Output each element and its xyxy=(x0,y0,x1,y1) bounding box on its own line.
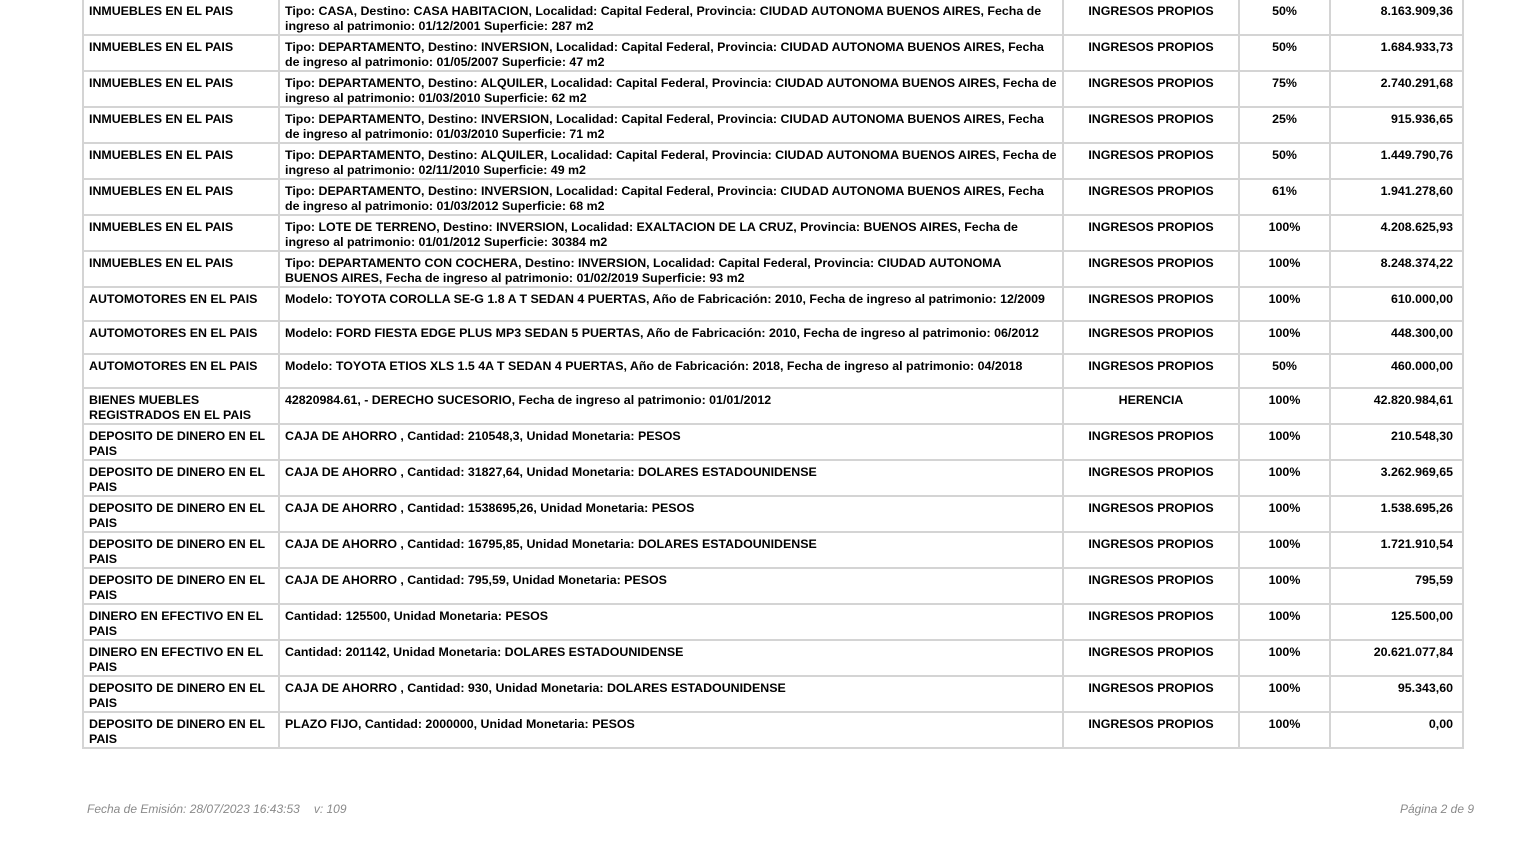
table-row xyxy=(82,569,1464,605)
asset-origin-cell: INGRESOS PROPIOS xyxy=(1064,569,1240,605)
asset-origin-cell: INGRESOS PROPIOS xyxy=(1064,641,1240,677)
asset-type-cell: INMUEBLES EN EL PAIS xyxy=(82,72,280,108)
asset-type-cell: DINERO EN EFECTIVO EN EL PAIS xyxy=(82,641,280,677)
footer-page-number: Página 2 de 9 xyxy=(1399,802,1474,816)
asset-amount-cell: 610.000,00 xyxy=(1331,288,1464,322)
table-row xyxy=(82,72,1464,108)
asset-percentage-cell: 50% xyxy=(1240,36,1331,72)
asset-percentage-cell: 100% xyxy=(1240,461,1331,497)
table-row xyxy=(82,605,1464,641)
asset-description-cell: Modelo: FORD FIESTA EDGE PLUS MP3 SEDAN 5 PUERTAS, Año de Fabricación: 2010, Fecha de ingreso al patrimonio: 06/2012 xyxy=(280,322,1064,356)
table-row xyxy=(82,425,1464,461)
footer-emission-date: Fecha de Emisión: 28/07/2023 16:43:53 xyxy=(87,802,300,816)
asset-percentage-cell: 50% xyxy=(1240,355,1331,389)
table-row xyxy=(82,641,1464,677)
table-row xyxy=(82,216,1464,252)
table-row xyxy=(82,533,1464,569)
asset-description-cell: CAJA DE AHORRO , Cantidad: 16795,85, Unidad Monetaria: DOLARES ESTADOUNIDENSE xyxy=(280,533,1064,569)
asset-origin-cell: INGRESOS PROPIOS xyxy=(1064,322,1240,356)
asset-type-cell: BIENES MUEBLES REGISTRADOS EN EL PAIS xyxy=(82,389,280,425)
table-row xyxy=(82,389,1464,425)
asset-type-cell: DEPOSITO DE DINERO EN EL PAIS xyxy=(82,425,280,461)
asset-origin-cell: INGRESOS PROPIOS xyxy=(1064,144,1240,180)
asset-percentage-cell: 61% xyxy=(1240,180,1331,216)
asset-percentage-cell: 100% xyxy=(1240,641,1331,677)
asset-percentage-cell: 100% xyxy=(1240,288,1331,322)
table-row xyxy=(82,0,1464,36)
asset-origin-cell: INGRESOS PROPIOS xyxy=(1064,497,1240,533)
asset-description-cell: Tipo: CASA, Destino: CASA HABITACION, Localidad: Capital Federal, Provincia: CIUDAD AUTONOMA BUENOS AIRES, Fecha de ingreso al patrimonio: 01/12/2001 Superficie: 287 m2 xyxy=(280,0,1064,36)
asset-description-cell: Modelo: TOYOTA ETIOS XLS 1.5 4A T SEDAN 4 PUERTAS, Año de Fabricación: 2018, Fecha de ingreso al patrimonio: 04/2018 xyxy=(280,355,1064,389)
asset-amount-cell: 8.248.374,22 xyxy=(1331,252,1464,288)
asset-origin-cell: INGRESOS PROPIOS xyxy=(1064,355,1240,389)
table-row xyxy=(82,355,1464,389)
asset-type-cell: DEPOSITO DE DINERO EN EL PAIS xyxy=(82,569,280,605)
asset-type-cell: INMUEBLES EN EL PAIS xyxy=(82,252,280,288)
asset-origin-cell: INGRESOS PROPIOS xyxy=(1064,713,1240,749)
asset-origin-cell: INGRESOS PROPIOS xyxy=(1064,108,1240,144)
footer-version: v: 109 xyxy=(313,802,347,816)
asset-type-cell: DEPOSITO DE DINERO EN EL PAIS xyxy=(82,461,280,497)
asset-description-cell: Tipo: DEPARTAMENTO, Destino: ALQUILER, Localidad: Capital Federal, Provincia: CIUDAD AUTONOMA BUENOS AIRES, Fecha de ingreso al patrimonio: 01/03/2010 Superficie: 62 m2 xyxy=(280,72,1064,108)
asset-percentage-cell: 100% xyxy=(1240,569,1331,605)
asset-description-cell: Tipo: DEPARTAMENTO CON COCHERA, Destino: INVERSION, Localidad: Capital Federal, Provincia: CIUDAD AUTONOMA BUENOS AIRES, Fecha de ingreso al patrimonio: 01/02/2019 Superficie: 93 m2 xyxy=(280,252,1064,288)
asset-amount-cell: 42.820.984,61 xyxy=(1331,389,1464,425)
asset-amount-cell: 0,00 xyxy=(1331,713,1464,749)
asset-description-cell: CAJA DE AHORRO , Cantidad: 1538695,26, Unidad Monetaria: PESOS xyxy=(280,497,1064,533)
assets-table xyxy=(82,0,1464,749)
asset-type-cell: AUTOMOTORES EN EL PAIS xyxy=(82,288,280,322)
asset-amount-cell: 3.262.969,65 xyxy=(1331,461,1464,497)
asset-origin-cell: INGRESOS PROPIOS xyxy=(1064,216,1240,252)
table-row xyxy=(82,677,1464,713)
asset-amount-cell: 1.941.278,60 xyxy=(1331,180,1464,216)
asset-type-cell: DINERO EN EFECTIVO EN EL PAIS xyxy=(82,605,280,641)
asset-amount-cell: 1.538.695,26 xyxy=(1331,497,1464,533)
asset-type-cell: DEPOSITO DE DINERO EN EL PAIS xyxy=(82,677,280,713)
asset-description-cell: CAJA DE AHORRO , Cantidad: 930, Unidad Monetaria: DOLARES ESTADOUNIDENSE xyxy=(280,677,1064,713)
table-row xyxy=(82,322,1464,356)
asset-amount-cell: 915.936,65 xyxy=(1331,108,1464,144)
asset-origin-cell: INGRESOS PROPIOS xyxy=(1064,252,1240,288)
asset-amount-cell: 95.343,60 xyxy=(1331,677,1464,713)
asset-percentage-cell: 100% xyxy=(1240,605,1331,641)
asset-origin-cell: HERENCIA xyxy=(1064,389,1240,425)
asset-percentage-cell: 100% xyxy=(1240,252,1331,288)
table-row xyxy=(82,252,1464,288)
asset-description-cell: Tipo: DEPARTAMENTO, Destino: ALQUILER, Localidad: Capital Federal, Provincia: CIUDAD AUTONOMA BUENOS AIRES, Fecha de ingreso al patrimonio: 02/11/2010 Superficie: 49 m2 xyxy=(280,144,1064,180)
asset-description-cell: CAJA DE AHORRO , Cantidad: 210548,3, Unidad Monetaria: PESOS xyxy=(280,425,1064,461)
asset-amount-cell: 8.163.909,36 xyxy=(1331,0,1464,36)
table-row xyxy=(82,36,1464,72)
asset-description-cell: Cantidad: 125500, Unidad Monetaria: PESOS xyxy=(280,605,1064,641)
asset-percentage-cell: 100% xyxy=(1240,677,1331,713)
asset-amount-cell: 460.000,00 xyxy=(1331,355,1464,389)
asset-amount-cell: 2.740.291,68 xyxy=(1331,72,1464,108)
asset-amount-cell: 1.449.790,76 xyxy=(1331,144,1464,180)
asset-percentage-cell: 50% xyxy=(1240,144,1331,180)
asset-percentage-cell: 50% xyxy=(1240,0,1331,36)
asset-percentage-cell: 100% xyxy=(1240,713,1331,749)
asset-origin-cell: INGRESOS PROPIOS xyxy=(1064,0,1240,36)
asset-description-cell: CAJA DE AHORRO , Cantidad: 31827,64, Unidad Monetaria: DOLARES ESTADOUNIDENSE xyxy=(280,461,1064,497)
asset-description-cell: Tipo: DEPARTAMENTO, Destino: INVERSION, Localidad: Capital Federal, Provincia: CIUDAD AUTONOMA BUENOS AIRES, Fecha de ingreso al patrimonio: 01/03/2012 Superficie: 68 m2 xyxy=(280,180,1064,216)
asset-origin-cell: INGRESOS PROPIOS xyxy=(1064,605,1240,641)
asset-amount-cell: 448.300,00 xyxy=(1331,322,1464,356)
table-row xyxy=(82,461,1464,497)
asset-amount-cell: 4.208.625,93 xyxy=(1331,216,1464,252)
asset-amount-cell: 210.548,30 xyxy=(1331,425,1464,461)
asset-origin-cell: INGRESOS PROPIOS xyxy=(1064,36,1240,72)
asset-type-cell: DEPOSITO DE DINERO EN EL PAIS xyxy=(82,497,280,533)
asset-type-cell: INMUEBLES EN EL PAIS xyxy=(82,36,280,72)
asset-type-cell: INMUEBLES EN EL PAIS xyxy=(82,0,280,36)
asset-description-cell: 42820984.61, - DERECHO SUCESORIO, Fecha de ingreso al patrimonio: 01/01/2012 xyxy=(280,389,1064,425)
asset-type-cell: DEPOSITO DE DINERO EN EL PAIS xyxy=(82,533,280,569)
table-row xyxy=(82,108,1464,144)
asset-origin-cell: INGRESOS PROPIOS xyxy=(1064,180,1240,216)
asset-type-cell: INMUEBLES EN EL PAIS xyxy=(82,180,280,216)
asset-origin-cell: INGRESOS PROPIOS xyxy=(1064,425,1240,461)
footer-issue-info xyxy=(87,802,347,816)
asset-percentage-cell: 100% xyxy=(1240,533,1331,569)
asset-description-cell: Cantidad: 201142, Unidad Monetaria: DOLARES ESTADOUNIDENSE xyxy=(280,641,1064,677)
asset-amount-cell: 1.684.933,73 xyxy=(1331,36,1464,72)
asset-description-cell: Tipo: LOTE DE TERRENO, Destino: INVERSION, Localidad: EXALTACION DE LA CRUZ, Provincia: BUENOS AIRES, Fecha de ingreso al patrimonio: 01/01/2012 Superficie: 30384 m2 xyxy=(280,216,1064,252)
asset-amount-cell: 20.621.077,84 xyxy=(1331,641,1464,677)
asset-description-cell: CAJA DE AHORRO , Cantidad: 795,59, Unidad Monetaria: PESOS xyxy=(280,569,1064,605)
asset-origin-cell: INGRESOS PROPIOS xyxy=(1064,677,1240,713)
table-row xyxy=(82,144,1464,180)
asset-type-cell: AUTOMOTORES EN EL PAIS xyxy=(82,355,280,389)
asset-origin-cell: INGRESOS PROPIOS xyxy=(1064,461,1240,497)
asset-percentage-cell: 100% xyxy=(1240,425,1331,461)
asset-amount-cell: 1.721.910,54 xyxy=(1331,533,1464,569)
asset-percentage-cell: 75% xyxy=(1240,72,1331,108)
asset-origin-cell: INGRESOS PROPIOS xyxy=(1064,533,1240,569)
asset-percentage-cell: 25% xyxy=(1240,108,1331,144)
asset-percentage-cell: 100% xyxy=(1240,322,1331,356)
asset-origin-cell: INGRESOS PROPIOS xyxy=(1064,288,1240,322)
asset-origin-cell: INGRESOS PROPIOS xyxy=(1064,72,1240,108)
asset-type-cell: AUTOMOTORES EN EL PAIS xyxy=(82,322,280,356)
asset-description-cell: PLAZO FIJO, Cantidad: 2000000, Unidad Monetaria: PESOS xyxy=(280,713,1064,749)
asset-percentage-cell: 100% xyxy=(1240,389,1331,425)
asset-percentage-cell: 100% xyxy=(1240,216,1331,252)
asset-percentage-cell: 100% xyxy=(1240,497,1331,533)
table-row xyxy=(82,497,1464,533)
asset-type-cell: INMUEBLES EN EL PAIS xyxy=(82,108,280,144)
asset-description-cell: Tipo: DEPARTAMENTO, Destino: INVERSION, Localidad: Capital Federal, Provincia: CIUDAD AUTONOMA BUENOS AIRES, Fecha de ingreso al patrimonio: 01/05/2007 Superficie: 47 m2 xyxy=(280,36,1064,72)
table-row xyxy=(82,288,1464,322)
asset-type-cell: DEPOSITO DE DINERO EN EL PAIS xyxy=(82,713,280,749)
table-row xyxy=(82,180,1464,216)
asset-type-cell: INMUEBLES EN EL PAIS xyxy=(82,144,280,180)
asset-type-cell: INMUEBLES EN EL PAIS xyxy=(82,216,280,252)
assets-table-body xyxy=(82,0,1464,749)
asset-amount-cell: 795,59 xyxy=(1331,569,1464,605)
asset-description-cell: Tipo: DEPARTAMENTO, Destino: INVERSION, Localidad: Capital Federal, Provincia: CIUDAD AUTONOMA BUENOS AIRES, Fecha de ingreso al patrimonio: 01/03/2010 Superficie: 71 m2 xyxy=(280,108,1064,144)
table-row xyxy=(82,713,1464,749)
asset-description-cell: Modelo: TOYOTA COROLLA SE-G 1.8 A T SEDAN 4 PUERTAS, Año de Fabricación: 2010, Fecha de ingreso al patrimonio: 12/2009 xyxy=(280,288,1064,322)
asset-amount-cell: 125.500,00 xyxy=(1331,605,1464,641)
